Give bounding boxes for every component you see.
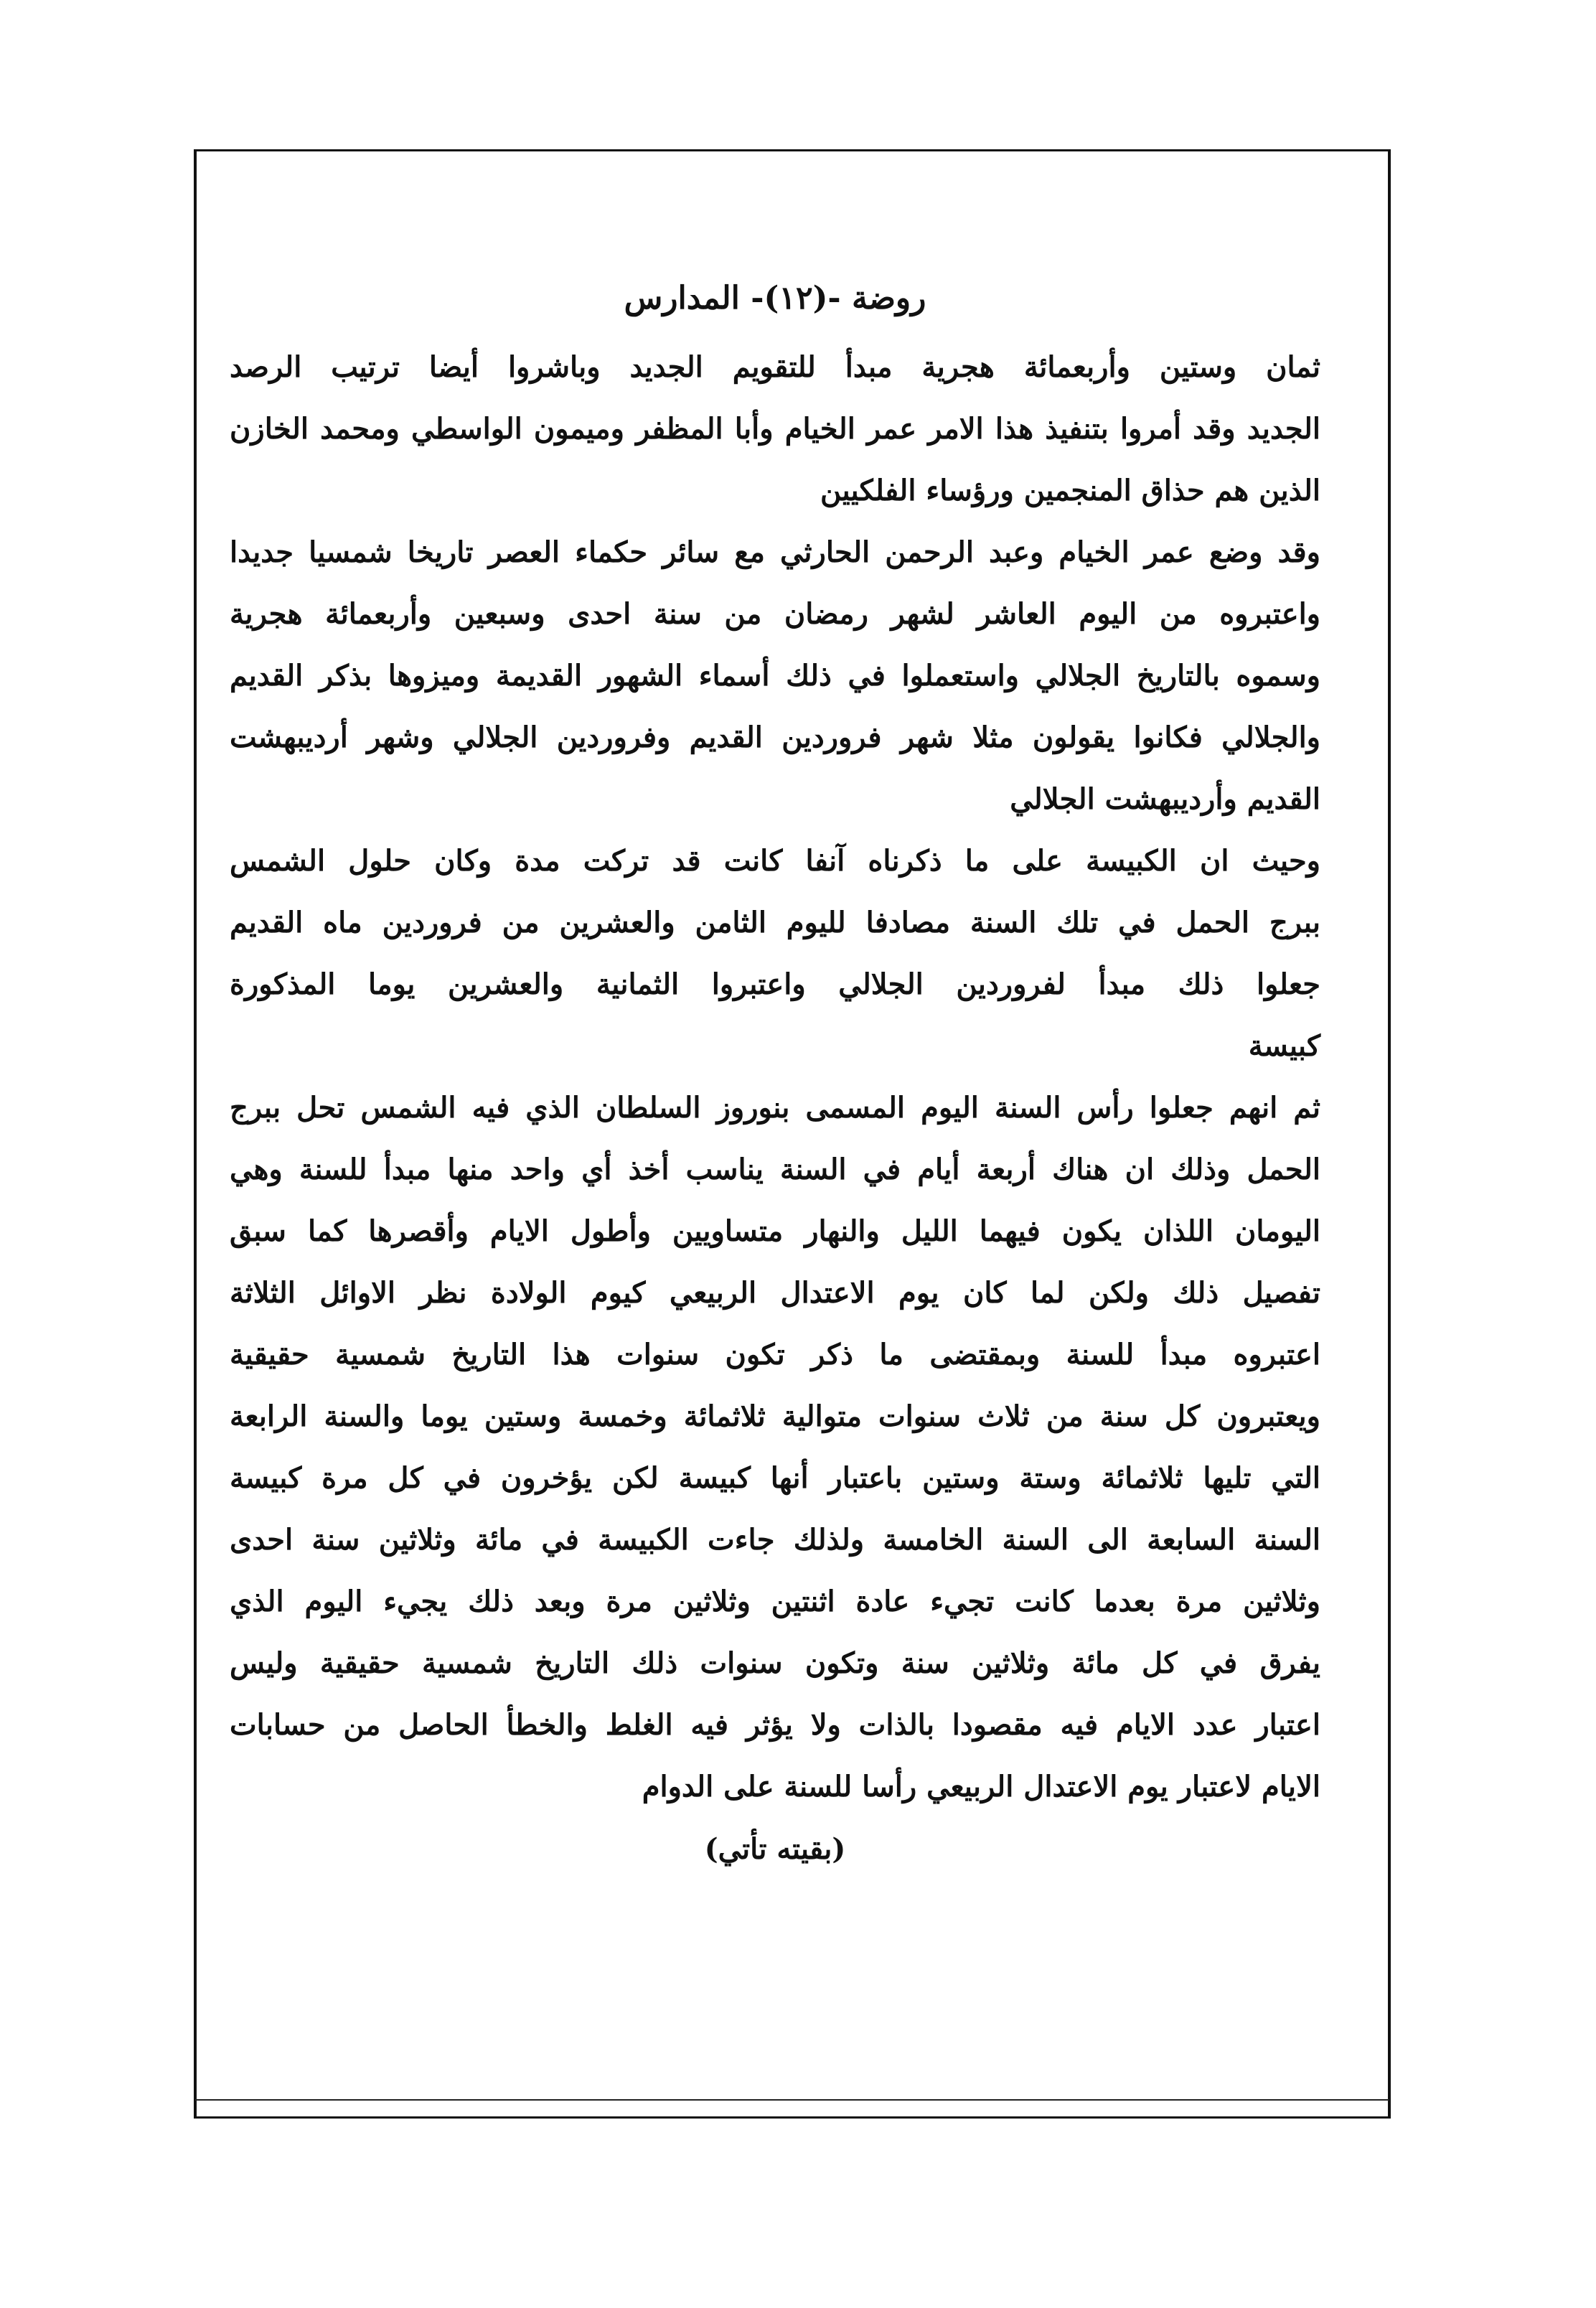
text-line: اعتبار عدد الايام فيه مقصودا بالذات ولا يؤثر فيه الغلط والخطأ الحاصل من حسابات [230,1708,1320,1742]
continuation-note: (بقيته تأتي) [704,1832,846,1866]
paragraph [230,1077,1320,1818]
text-line: الجديد وقد أمروا بتنفيذ هذا الامر عمر الخيام وأبا المظفر وميمون الواسطي ومحمد الخازن [230,412,1320,446]
text-line: جعلوا ذلك مبدأ لفروردين الجلالي واعتبروا الثمانية والعشرين يوما المذكورة [230,967,1320,1001]
text-line: ثم انهم جعلوا رأس السنة اليوم المسمى بنوروز السلطان الذي فيه الشمس تحل ببرج [230,1091,1320,1125]
text-line: اليومان اللذان يكون فيهما الليل والنهار متساويين وأطول الايام وأقصرها كما سبق [230,1214,1320,1248]
text-line: اعتبروه مبدأ للسنة وبمقتضى ما ذكر تكون سنوات هذا التاريخ شمسية حقيقية [230,1338,1320,1371]
text-line: يفرق في كل مائة وثلاثين سنة وتكون سنوات ذلك التاريخ شمسية حقيقية وليس [230,1646,1320,1680]
text-line: الايام لاعتبار يوم الاعتدال الربيعي رأسا للسنة على الدوام [642,1770,1320,1803]
text-line: وحيث ان الكبيسة على ما ذكرناه آنفا كانت قد تركت مدة وكان حلول الشمس [230,844,1320,878]
text-line: وقد وضع عمر الخيام وعبد الرحمن الحارثي مع سائر حكماء العصر تاريخا شمسيا جديدا [230,535,1320,569]
text-line: وسموه بالتاريخ الجلالي واستعملوا في ذلك أسماء الشهور القديمة وميزوها بذكر القديم [230,659,1320,693]
text-line: وثلاثين مرة بعدما كانت تجيء عادة اثنتين وثلاثين مرة وبعد ذلك يجيء اليوم الذي [230,1585,1320,1618]
paragraph [230,830,1320,1077]
text-line: ثمان وستين وأربعمائة هجرية مبدأ للتقويم الجديد وباشروا أيضا ترتيب الرصد [230,350,1320,384]
text-line: كبيسة [1248,1029,1320,1063]
text-line: القديم وأرديبهشت الجلالي [1010,782,1320,816]
text-line: السنة السابعة الى السنة الخامسة ولذلك جاءت الكبيسة في مائة وثلاثين سنة احدى [230,1523,1320,1557]
document-page [230,215,1320,1866]
frame-inner-rule [195,2099,1389,2101]
text-line: ويعتبرون كل سنة من ثلاث سنوات متوالية ثلاثمائة وخمسة وستين يوما والسنة الرابعة [230,1399,1320,1433]
text-line: تفصيل ذلك ولكن لما كان يوم الاعتدال الربيعي كيوم الولادة نظر الاوائل الثلاثة [230,1276,1320,1310]
page-heading: روضة -(١٢)- المدارس [624,280,926,316]
text-line: الحمل وذلك ان هناك أربعة أيام في السنة يناسب أخذ أي واحد منها مبدأ للسنة وهي [230,1153,1320,1186]
paragraph [230,337,1320,522]
text-line: ببرج الحمل في تلك السنة مصادفا لليوم الثامن والعشرين من فروردين ماه القديم [230,906,1320,939]
text-line: والجلالي فكانوا يقولون مثلا شهر فروردين القديم وفروردين الجلالي وشهر أرديبهشت [230,721,1320,754]
text-line: الذين هم حذاق المنجمين ورؤساء الفلكيين [820,474,1320,507]
text-line: التي تليها ثلاثمائة وستة وستين باعتبار أنها كبيسة لكن يؤخرون في كل مرة كبيسة [230,1461,1320,1495]
text-line: واعتبروه من اليوم العاشر لشهر رمضان من سنة احدى وسبعين وأربعمائة هجرية [230,597,1320,631]
paragraph [230,522,1320,830]
